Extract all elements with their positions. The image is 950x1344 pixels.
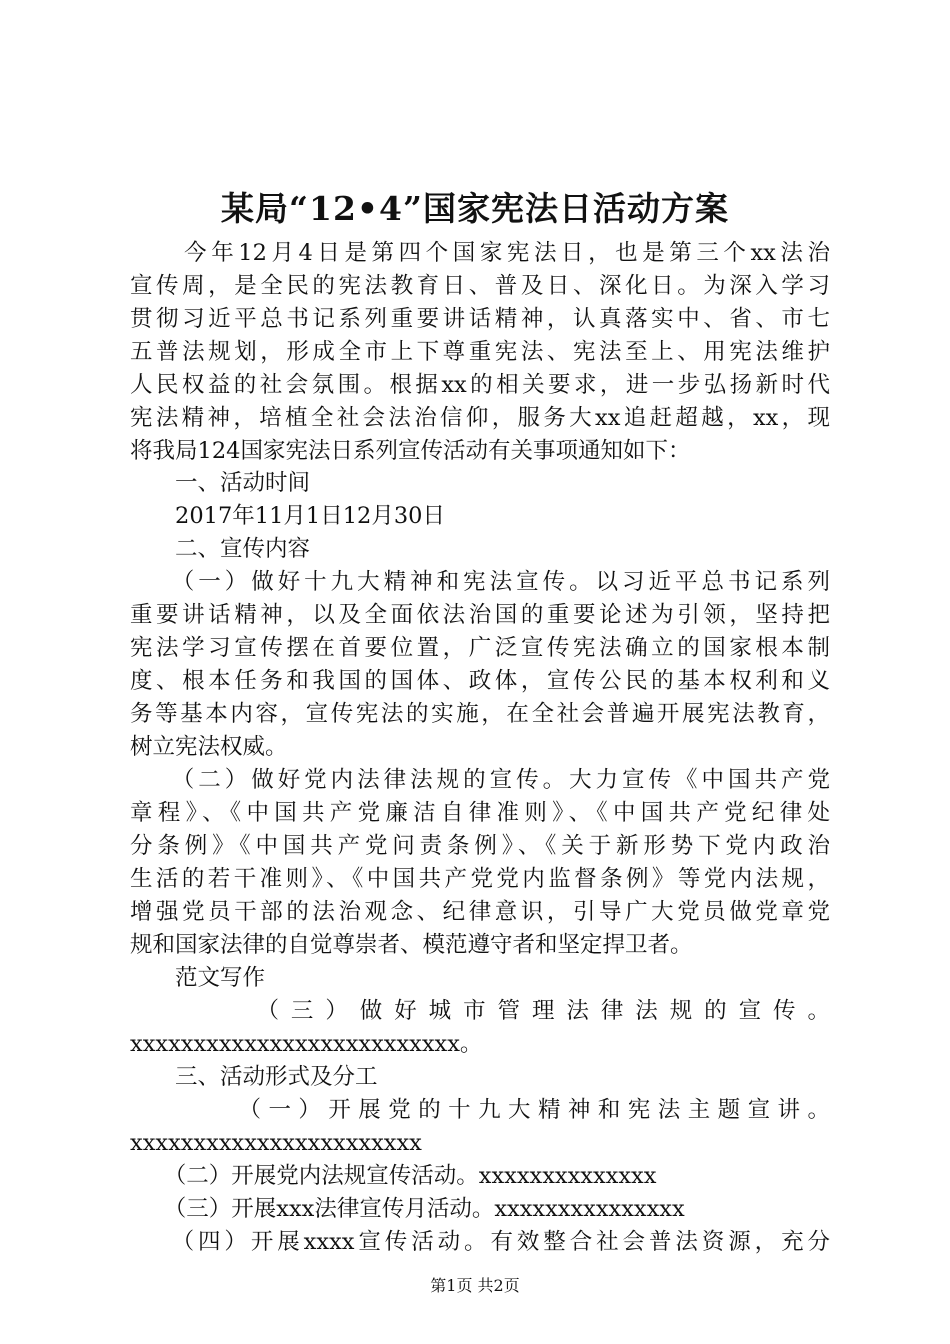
body-line: 增强党员干部的法治观念、纪律意识，引导广大党员做党章党 [130, 899, 830, 925]
body-line: （二）做好党内法律法规的宣传。大力宣传《中国共产党 [130, 767, 830, 793]
page-number: 第1页 共2页 [430, 1276, 520, 1295]
body-line: 今年12月4日是第四个国家宪法日，也是第三个xx法治 [130, 240, 830, 266]
body-line: 规和国家法律的自觉尊崇者、模范遵守者和坚定捍卫者。 [130, 932, 693, 958]
body-line: （三）开展xxx法律宣传月活动。xxxxxxxxxxxxxxx [130, 1196, 685, 1222]
body-line: （二）开展党内法规宣传活动。xxxxxxxxxxxxxx [130, 1163, 657, 1189]
body-line: 章程》、《中国共产党廉洁自律准则》、《中国共产党纪律处 [130, 800, 830, 826]
body-line: （一）做好十九大精神和宪法宣传。以习近平总书记系列 [130, 569, 830, 595]
body-line: （一）开展党的十九大精神和宪法主题宣讲。 [130, 1097, 830, 1123]
body-line: 务等基本内容，宣传宪法的实施，在全社会普遍开展宪法教育， [130, 701, 830, 727]
document-title: 某局“12•4”国家宪法日活动方案 [221, 189, 729, 228]
section-heading: 一、活动时间 [130, 470, 311, 496]
body-line: 宣传周，是全民的宪法教育日、普及日、深化日。为深入学习 [130, 273, 830, 299]
body-line: 生活的若干准则》、《中国共产党党内监督条例》等党内法规， [130, 866, 830, 892]
body-line: 宪法精神，培植全社会法治信仰，服务大xx追赶超越，xx，现 [130, 405, 830, 431]
body-line: 2017年11月1日12月30日 [130, 503, 445, 529]
body-line: 人民权益的社会氛围。根据xx的相关要求，进一步弘扬新时代 [130, 372, 830, 398]
body-line: 五普法规划，形成全市上下尊重宪法、宪法至上、用宪法维护 [130, 339, 830, 365]
body-line: 分条例》《中国共产党问责条例》、《关于新形势下党内政治 [130, 833, 830, 859]
section-heading: 二、宣传内容 [130, 536, 311, 562]
section-heading: 范文写作 [130, 965, 266, 991]
body-line: （三）做好城市管理法律法规的宣传。 [130, 998, 830, 1024]
body-line: （四）开展xxxx宣传活动。有效整合社会普法资源，充分 [130, 1229, 830, 1255]
body-line: xxxxxxxxxxxxxxxxxxxxxxxxxx。 [130, 1031, 483, 1057]
body-line: 树立宪法权威。 [130, 734, 288, 760]
body-line: 重要讲话精神，以及全面依法治国的重要论述为引领，坚持把 [130, 602, 830, 628]
body-line: 宪法学习宣传摆在首要位置，广泛宣传宪法确立的国家根本制 [130, 635, 830, 661]
section-heading: 三、活动形式及分工 [130, 1064, 378, 1090]
body-line: xxxxxxxxxxxxxxxxxxxxxxx [130, 1130, 422, 1156]
body-line: 度、根本任务和我国的国体、政体，宣传公民的基本权利和义 [130, 668, 830, 694]
body-line: 将我局124国家宪法日系列宣传活动有关事项通知如下： [130, 438, 691, 464]
body-line: 贯彻习近平总书记系列重要讲话精神，认真落实中、省、市七 [130, 306, 830, 332]
